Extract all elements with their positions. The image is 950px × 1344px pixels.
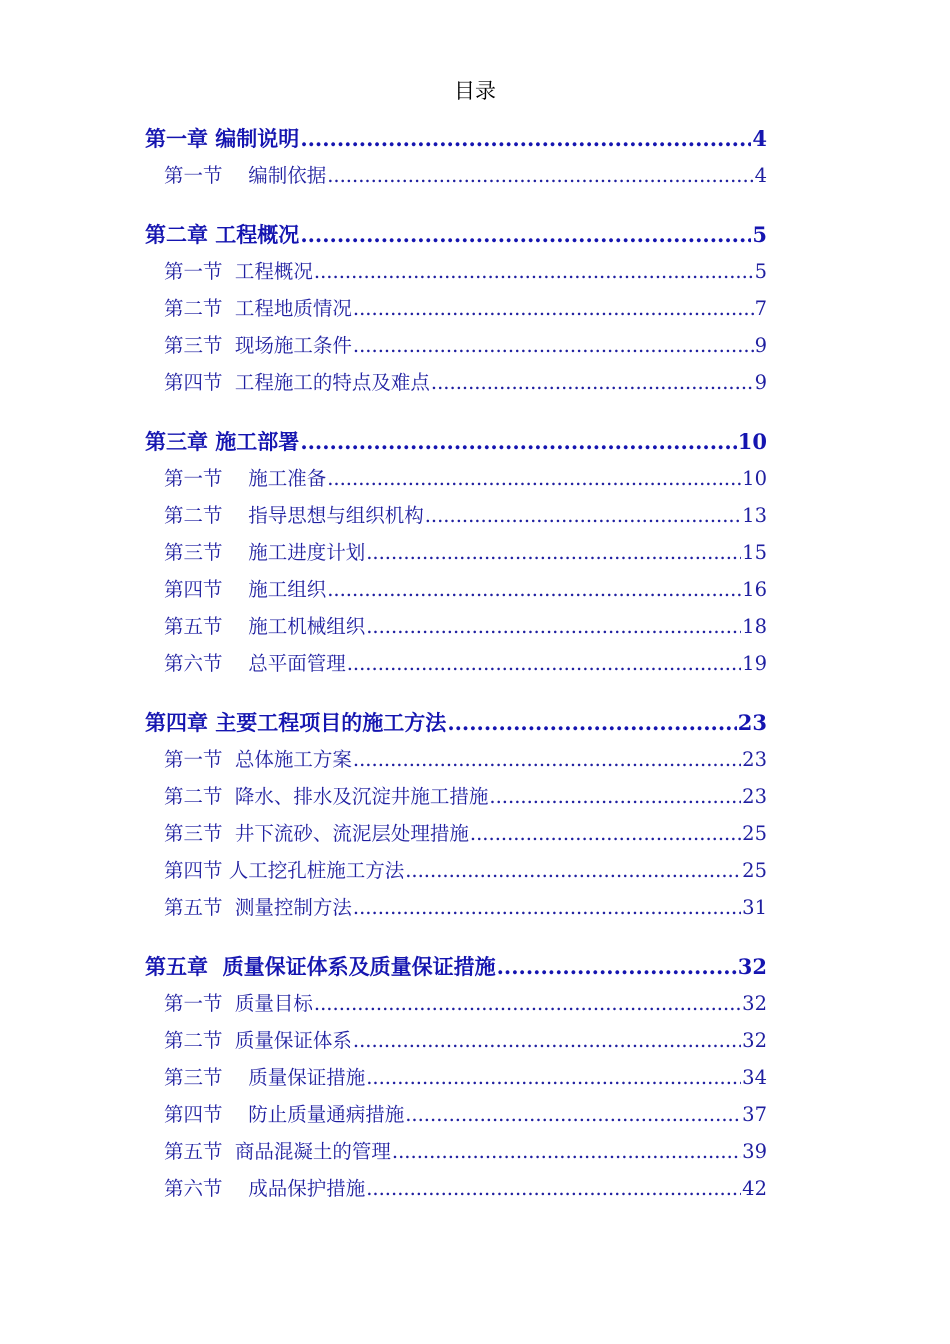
toc-section-entry[interactable] (145, 497, 767, 534)
section-label: 第三节 质量保证措施 (164, 1066, 366, 1089)
chapter-label: 第二章 工程概况 (145, 222, 300, 247)
section-page-number: 32 (742, 992, 767, 1015)
section-label: 第三节 施工进度计划 (164, 541, 366, 564)
section-page-number: 5 (754, 260, 767, 283)
section-page-number: 42 (742, 1177, 767, 1200)
dot-leader (300, 216, 751, 253)
section-label: 第四节 防止质量通病措施 (164, 1103, 405, 1126)
toc-section-entry[interactable] (145, 889, 767, 926)
dot-leader (353, 1022, 741, 1059)
section-label: 第六节 总平面管理 (164, 652, 346, 675)
section-page-number: 7 (754, 297, 767, 320)
toc-section-entry[interactable] (145, 571, 767, 608)
section-label: 第三节 现场施工条件 (164, 334, 352, 357)
toc-section-entry[interactable] (145, 1059, 767, 1096)
toc-section-entry[interactable] (145, 852, 767, 889)
section-page-number: 31 (742, 896, 767, 919)
chapter-label: 第四章 主要工程项目的施工方法 (145, 710, 447, 735)
section-page-number: 15 (742, 541, 767, 564)
chapter-label: 第五章 质量保证体系及质量保证措施 (145, 954, 496, 979)
chapter-label: 第一章 编制说明 (145, 126, 300, 151)
section-label: 第二节 指导思想与组织机构 (164, 504, 424, 527)
section-label: 第五节 测量控制方法 (164, 896, 352, 919)
toc-title: 目录 (454, 79, 496, 103)
section-label: 第六节 成品保护措施 (164, 1177, 366, 1200)
section-page-number: 39 (742, 1140, 767, 1163)
toc-section-entry[interactable] (145, 290, 767, 327)
dot-leader (327, 460, 741, 497)
toc-section-entry[interactable] (145, 157, 767, 194)
chapter-page-number: 4 (752, 126, 767, 151)
toc-section-entry[interactable] (145, 1170, 767, 1207)
section-page-number: 23 (742, 785, 767, 808)
dot-leader (405, 852, 741, 889)
toc-section-entry[interactable] (145, 327, 767, 364)
dot-leader (353, 741, 741, 778)
section-label: 第一节 工程概况 (164, 260, 313, 283)
section-page-number: 18 (742, 615, 767, 638)
section-page-number: 19 (742, 652, 767, 675)
dot-leader (327, 157, 753, 194)
toc-chapter-block (145, 120, 767, 194)
dot-leader (353, 290, 754, 327)
table-of-contents (145, 120, 767, 1207)
section-label: 第四节 人工挖孔桩施工方法 (164, 859, 405, 882)
section-page-number: 25 (742, 822, 767, 845)
dot-leader (425, 497, 741, 534)
dot-leader (366, 608, 741, 645)
chapter-label: 第三章 施工部署 (145, 429, 300, 454)
toc-section-entry[interactable] (145, 253, 767, 290)
dot-leader (489, 778, 741, 815)
section-label: 第二节 工程地质情况 (164, 297, 352, 320)
section-page-number: 32 (742, 1029, 767, 1052)
dot-leader (300, 423, 736, 460)
toc-chapter-entry[interactable] (145, 216, 767, 253)
dot-leader (497, 948, 737, 985)
toc-section-entry[interactable] (145, 985, 767, 1022)
section-page-number: 25 (742, 859, 767, 882)
section-label: 第一节 总体施工方案 (164, 748, 352, 771)
section-page-number: 9 (754, 371, 767, 394)
toc-section-entry[interactable] (145, 645, 767, 682)
dot-leader (366, 1170, 741, 1207)
dot-leader (327, 571, 741, 608)
section-label: 第一节 编制依据 (164, 164, 327, 187)
chapter-page-number: 32 (737, 954, 767, 979)
toc-section-entry[interactable] (145, 460, 767, 497)
dot-leader (405, 1096, 741, 1133)
section-page-number: 34 (742, 1066, 767, 1089)
toc-section-entry[interactable] (145, 1022, 767, 1059)
dot-leader (392, 1133, 741, 1170)
section-page-number: 37 (742, 1103, 767, 1126)
section-page-number: 23 (742, 748, 767, 771)
dot-leader (353, 327, 754, 364)
section-label: 第一节 质量目标 (164, 992, 313, 1015)
toc-section-entry[interactable] (145, 1096, 767, 1133)
section-label: 第一节 施工准备 (164, 467, 327, 490)
section-label: 第二节 降水、排水及沉淀井施工措施 (164, 785, 489, 808)
toc-chapter-block (145, 216, 767, 401)
toc-chapter-block (145, 704, 767, 926)
dot-leader (470, 815, 741, 852)
toc-section-entry[interactable] (145, 364, 767, 401)
dot-leader (366, 1059, 741, 1096)
section-page-number: 4 (754, 164, 767, 187)
section-label: 第五节 商品混凝土的管理 (164, 1140, 391, 1163)
dot-leader (314, 985, 741, 1022)
toc-chapter-entry[interactable] (145, 948, 767, 985)
toc-chapter-entry[interactable] (145, 423, 767, 460)
section-label: 第四节 工程施工的特点及难点 (164, 371, 430, 394)
section-label: 第四节 施工组织 (164, 578, 327, 601)
toc-chapter-block (145, 948, 767, 1207)
dot-leader (431, 364, 754, 401)
dot-leader (347, 645, 741, 682)
toc-chapter-entry[interactable] (145, 120, 767, 157)
toc-section-entry[interactable] (145, 778, 767, 815)
chapter-page-number: 10 (737, 429, 767, 454)
toc-section-entry[interactable] (145, 741, 767, 778)
dot-leader (353, 889, 741, 926)
toc-chapter-entry[interactable] (145, 704, 767, 741)
section-page-number: 13 (742, 504, 767, 527)
section-label: 第三节 井下流砂、流泥层处理措施 (164, 822, 469, 845)
toc-section-entry[interactable] (145, 534, 767, 571)
section-page-number: 9 (754, 334, 767, 357)
dot-leader (300, 120, 751, 157)
toc-chapter-block (145, 423, 767, 682)
section-page-number: 16 (742, 578, 767, 601)
dot-leader (366, 534, 741, 571)
dot-leader (447, 704, 736, 741)
section-label: 第五节 施工机械组织 (164, 615, 366, 638)
chapter-page-number: 5 (752, 222, 767, 247)
toc-section-entry[interactable] (145, 608, 767, 645)
toc-section-entry[interactable] (145, 1133, 767, 1170)
dot-leader (314, 253, 754, 290)
chapter-page-number: 23 (737, 710, 767, 735)
section-label: 第二节 质量保证体系 (164, 1029, 352, 1052)
toc-section-entry[interactable] (145, 815, 767, 852)
section-page-number: 10 (742, 467, 767, 490)
